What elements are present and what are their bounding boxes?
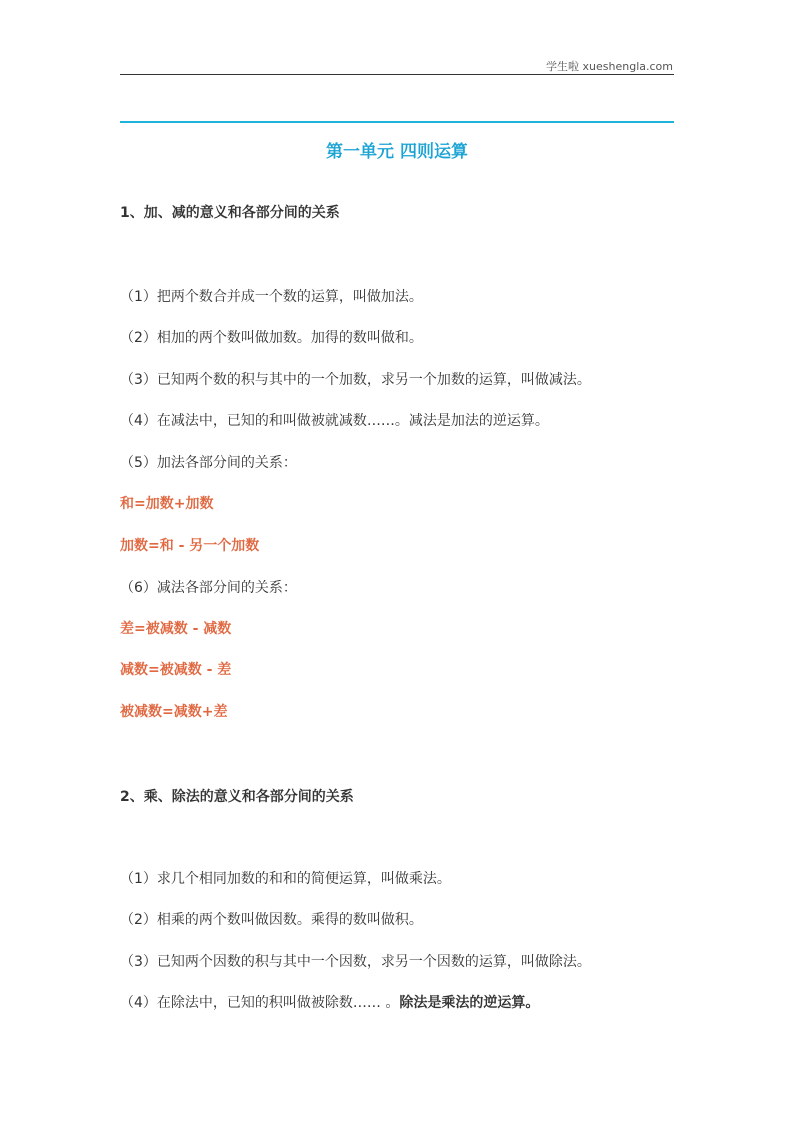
- section-1-line-1: （1）把两个数合并成一个数的运算，叫做加法。: [120, 289, 423, 305]
- section-1-line-5: （5）加法各部分间的关系：: [120, 455, 297, 471]
- title-divider: [120, 121, 674, 123]
- section-2-line-4-emphasis: 除法是乘法的逆运算。: [399, 995, 540, 1011]
- subtraction-formula-1: 差=被减数 - 减数: [120, 621, 232, 637]
- section-2-line-3: （3）已知两个因数的积与其中一个因数，求另一个因数的运算，叫做除法。: [120, 954, 591, 970]
- section-1-line-2: （2）相加的两个数叫做加数。加得的数叫做和。: [120, 330, 423, 346]
- section-1-line-6: （6）减法各部分间的关系：: [120, 580, 297, 596]
- header-divider: [120, 74, 674, 75]
- section-2-line-4-text: （4）在除法中，已知的积叫做被除数…… 。: [120, 995, 400, 1011]
- addition-formula-1: 和=加数+加数: [120, 496, 214, 512]
- addition-formula-2: 加数=和 - 另一个加数: [120, 538, 260, 554]
- site-name: 学生啦 xueshengla.com: [546, 60, 673, 73]
- section-heading-2: 2、乘、除法的意义和各部分间的关系: [120, 789, 354, 805]
- section-1-line-3: （3）已知两个数的积与其中的一个加数，求另一个加数的运算，叫做减法。: [120, 372, 591, 388]
- section-2-line-2: （2）相乘的两个数叫做因数。乘得的数叫做积。: [120, 912, 423, 928]
- section-2-line-4: [120, 992, 539, 1012]
- section-heading-1: 1、加、减的意义和各部分间的关系: [120, 205, 340, 221]
- subtraction-formula-3: 被减数=减数+差: [120, 704, 228, 720]
- subtraction-formula-2: 减数=被减数 - 差: [120, 662, 232, 678]
- document-title: 第一单元 四则运算: [326, 142, 468, 162]
- section-1-line-4: （4）在减法中，已知的和叫做被就减数……。减法是加法的逆运算。: [120, 413, 549, 429]
- section-2-line-1: （1）求几个相同加数的和和的简便运算，叫做乘法。: [120, 871, 451, 887]
